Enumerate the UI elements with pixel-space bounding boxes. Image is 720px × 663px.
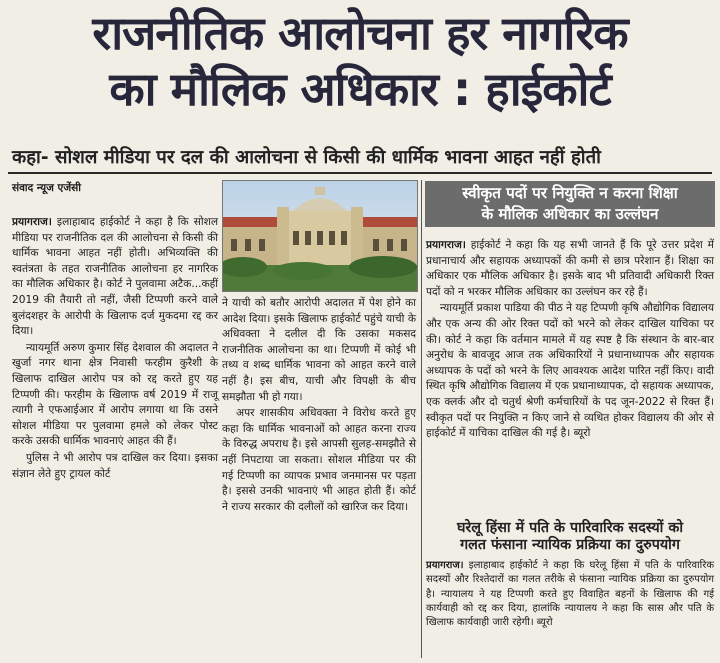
- side-story-1-headline-box: [425, 181, 715, 227]
- side-story-1-body: [426, 238, 714, 443]
- story-paragraph: इलाहाबाद हाईकोर्ट ने कहा है कि सोशल मीडिया पर राजनीतिक दल की आलोचना से किसी की धार्मिक भावना आहत नहीं होती। अभिव्यक्ति की स्वतंत्रता के तहत राजनीतिक आलोचना हर नागरिक का मौलिक अधिकार है। कोर्ट ने पुलवामा अटैक...कहीं 2019 की तैयारी तो नहीं, जैसी टिप्पणी करने वाले बुलंदशहर के आरोपी के खिलाफ दर्ज मुकदमा रद्द कर दिया।: [12, 216, 218, 338]
- high-court-building-photo: [222, 180, 418, 292]
- story-paragraph: इलाहाबाद हाईकोर्ट ने कहा कि घरेलू हिंसा में पति के पारिवारिक सदस्यों और रिश्तेदारों का गलत तरीके से फंसाना न्यायिक प्रक्रिया का दुरुपयोग है। न्यायालय ने यह टिप्पणी करते हुए विवाहित बहनों के खिलाफ की गई कार्यवाही को रद्द कर दिया, हालांकि न्यायालय ने कहा कि सास और पति के खिलाफ कार्यवाही जारी रहेगी। ब्यूरो: [426, 560, 714, 629]
- story-paragraph: अपर शासकीय अधिवक्ता ने विरोध करते हुए कहा कि धार्मिक भावनाओं को आहत करना राज्य के विरुद्ध अपराध है। इसे आपसी सुलह-समझौते से नहीं निपटाया जा सकता। सोशल मीडिया पर की गई टिप्पणी का व्यापक प्रभाव जनमानस पर पड़ता है। इससे उनकी भावनाएं भी आहत होती हैं। कोर्ट ने राज्य सरकार की दलीलों को खारिज कर दिया।: [222, 407, 416, 513]
- dateline: प्रयागराज।: [426, 560, 464, 571]
- story-paragraph: न्यायमूर्ति प्रकाश पाडिया की पीठ ने यह टिप्पणी कृषि औद्योगिक विद्यालय और एक अन्य की ओर रिक्त पदों को भरने को लेकर दाखिल याचिका पर की। कोर्ट ने कहा कि वर्तमान मामले में यह स्पष्ट है कि संस्थान के बार-बार अनुरोध के बावजूद आज तक अधिकारियों ने प्रधानाध्यापक और सहायक अध्यापक के पदों को भरने के लिए आवश्यक आदेश पारित नहीं किए। वादी स्थित कृषि औद्योगिक विद्यालय में एक प्रधानाध्यापक, दो सहायक अध्यापक, एक क्लर्क और दो चतुर्थ श्रेणी कर्मचारियों के पद जून-2022 से रिक्त हैं। स्वीकृत पदों पर नियुक्ति न किए जाने से व्यथित होकर विद्यालय की ओर से हाईकोर्ट में याचिका दाखिल की गई है। ब्यूरो: [426, 302, 714, 440]
- story-paragraph: न्यायमूर्ति अरुण कुमार सिंह देशवाल की अदालत ने खुर्जा नगर थाना क्षेत्र निवासी फरहीम कुरैशी के खिलाफ दाखिल आरोप पत्र को रद्द करते हुए यह टिप्पणी की। फरहीम के खिलाफ वर्ष 2019 में राजू त्यागी ने एफआईआर में आरोप लगाया था कि उसने सोशल मीडिया पर पुलवामा हमले को लेकर पोस्ट करके उसकी धार्मिक भावनाएं आहत की हैं।: [12, 341, 218, 448]
- divider-rule: [8, 172, 712, 174]
- column-divider: [421, 180, 422, 658]
- main-story-column-1: [12, 215, 218, 483]
- side-story-2-title-line-1: घरेलू हिंसा में पति के पारिवारिक सदस्यों को: [456, 520, 684, 536]
- side-story-1-title-line-2: के मौलिक अधिकार का उल्लंघन: [481, 205, 659, 223]
- headline-line-2: का मौलिक अधिकार : हाईकोर्ट: [109, 62, 611, 116]
- byline: संवाद न्यूज एजेंसी: [12, 182, 81, 194]
- story-paragraph: पुलिस ने भी आरोप पत्र दाखिल कर दिया। इसका संज्ञान लेते हुए ट्रायल कोर्ट: [12, 451, 218, 480]
- side-story-2-headline: [424, 520, 716, 554]
- story-paragraph: हाईकोर्ट ने कहा कि यह सभी जानते हैं कि पूरे उत्तर प्रदेश में प्रधानाचार्य और सहायक अध्यापकों की कमी से छात्र परेशान हैं। शिक्षा का अधिकार एक मौलिक अधिकार है। इसके बाद भी प्रतिवादी अधिकारी रिक्त पदों को न भरकर मौलिक अधिकार का उल्लंघन कर रहे हैं।: [426, 239, 714, 298]
- side-story-2-body: [426, 559, 714, 631]
- side-story-2-title-line-2: गलत फंसाना न्यायिक प्रक्रिया का दुरुपयोग: [460, 537, 680, 553]
- headline-line-1: राजनीतिक आलोचना हर नागरिक: [92, 6, 628, 60]
- story-paragraph: ने याची को बतौर आरोपी अदालत में पेश होने का आदेश दिया। इसके खिलाफ हाईकोर्ट पहुंचे याची के अधिवक्ता ने दलील दी कि उसका मकसद राजनीतिक आलोचना का था। टिप्पणी में कोई भी तथ्य व शब्द धार्मिक भावना को आहत करने वाले नहीं है। इस बीच, याची और विपक्षी के बीच समझौता भी हो गया।: [222, 297, 416, 403]
- side-story-1-title-line-1: स्वीकृत पदों पर नियुक्ति न करना शिक्षा: [462, 184, 678, 202]
- dateline: प्रयागराज।: [426, 239, 466, 251]
- dateline: प्रयागराज।: [12, 216, 52, 228]
- main-story-column-2: [222, 296, 416, 516]
- deck-subheadline: कहा- सोशल मीडिया पर दल की आलोचना से किसी की धार्मिक भावना आहत नहीं होती: [12, 147, 601, 168]
